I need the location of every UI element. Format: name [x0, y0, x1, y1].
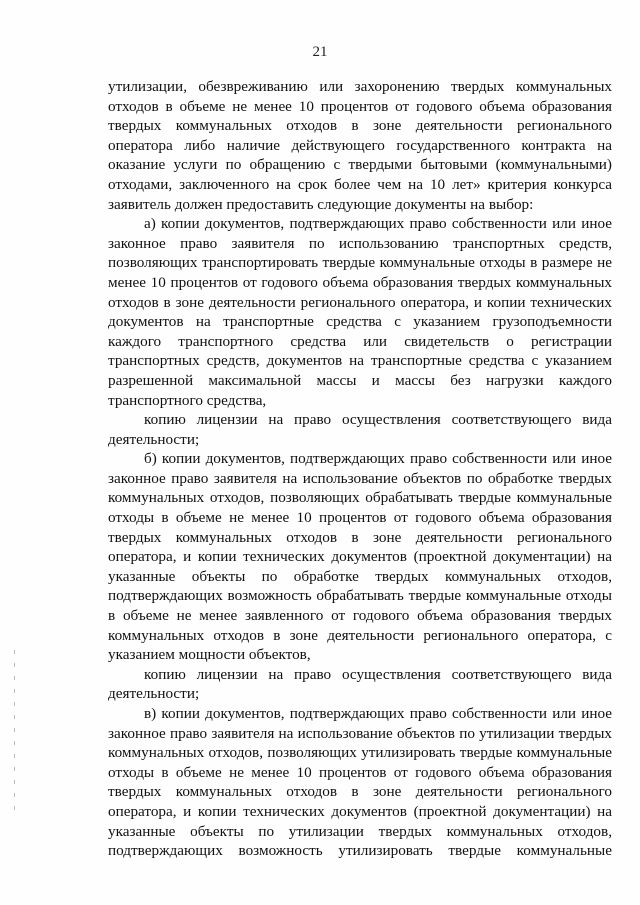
paragraph-item-c: в) копии документов, подтверждающих право собственности или иное законное право заявителя на использование объектов по утилизации твердых коммунальных отходов, позволяющих утилизировать твердые коммунальные отходы в объеме не менее 10 процентов от годового объема образования твердых коммунальных отходов в зоне деятельности регионального оператора, и копии технических документов (проектной документации) на указанные объекты по утилизации твердых коммунальных отходов, подтверждающих возможность утилизировать твердые коммунальные: [108, 705, 612, 860]
paragraph-item-a: а) копии документов, подтверждающих право собственности или иное законное право заявителя по использованию транспортных средств, позволяющих транспортировать твердые коммунальные отходы в размере не менее 10 процентов от годового объема образования твердых коммунальных отходов в зоне деятельности регионального оператора, и копии технических документов на транспортные средства с указанием грузоподъемности каждого транспортного средства или свидетельств о регистрации транспортных средств, документов на транспортные средства с указанием разрешенной максимальной массы и массы без нагрузки каждого транспортного средства,: [108, 215, 612, 409]
page-number: 21: [312, 44, 328, 60]
paragraph-item-b: б) копии документов, подтверждающих право собственности или иное законное право заявителя на использование объектов по обработке твердых коммунальных отходов, позволяющих обрабатывать твердые коммунальные отходы в объеме не менее 10 процентов от годового объема образования твердых коммунальных отходов в зоне деятельности регионального оператора, и копии технических документов (проектной документации) на указанные объекты по обработке твердых коммунальных отходов, подтверждающих возможность обрабатывать твердые коммунальные отходы в объеме не менее заявленного от годового объема образования твердых коммунальных отходов в зоне деятельности регионального оператора, с указанием мощности объектов,: [108, 450, 612, 664]
document-body: [108, 77, 612, 861]
paragraph-continuation: утилизации, обезвреживанию или захоронению твердых коммунальных отходов в объеме не менее 10 процентов от годового объема образования твердых коммунальных отходов в зоне деятельности регионального оператора либо наличие действующего государственного контракта на оказание услуги по обращению с твердыми бытовыми (коммунальными) отходами, заключенного на срок более чем на 10 лет» критерия конкурса заявитель должен предоставить следующие документы на выбор:: [108, 78, 612, 213]
scan-edge-marks: [14, 650, 16, 830]
paragraph-license-b: копию лицензии на право осуществления соответствующего вида деятельности;: [108, 665, 612, 703]
paragraph-license-a: копию лицензии на право осуществления соответствующего вида деятельности;: [108, 411, 612, 448]
